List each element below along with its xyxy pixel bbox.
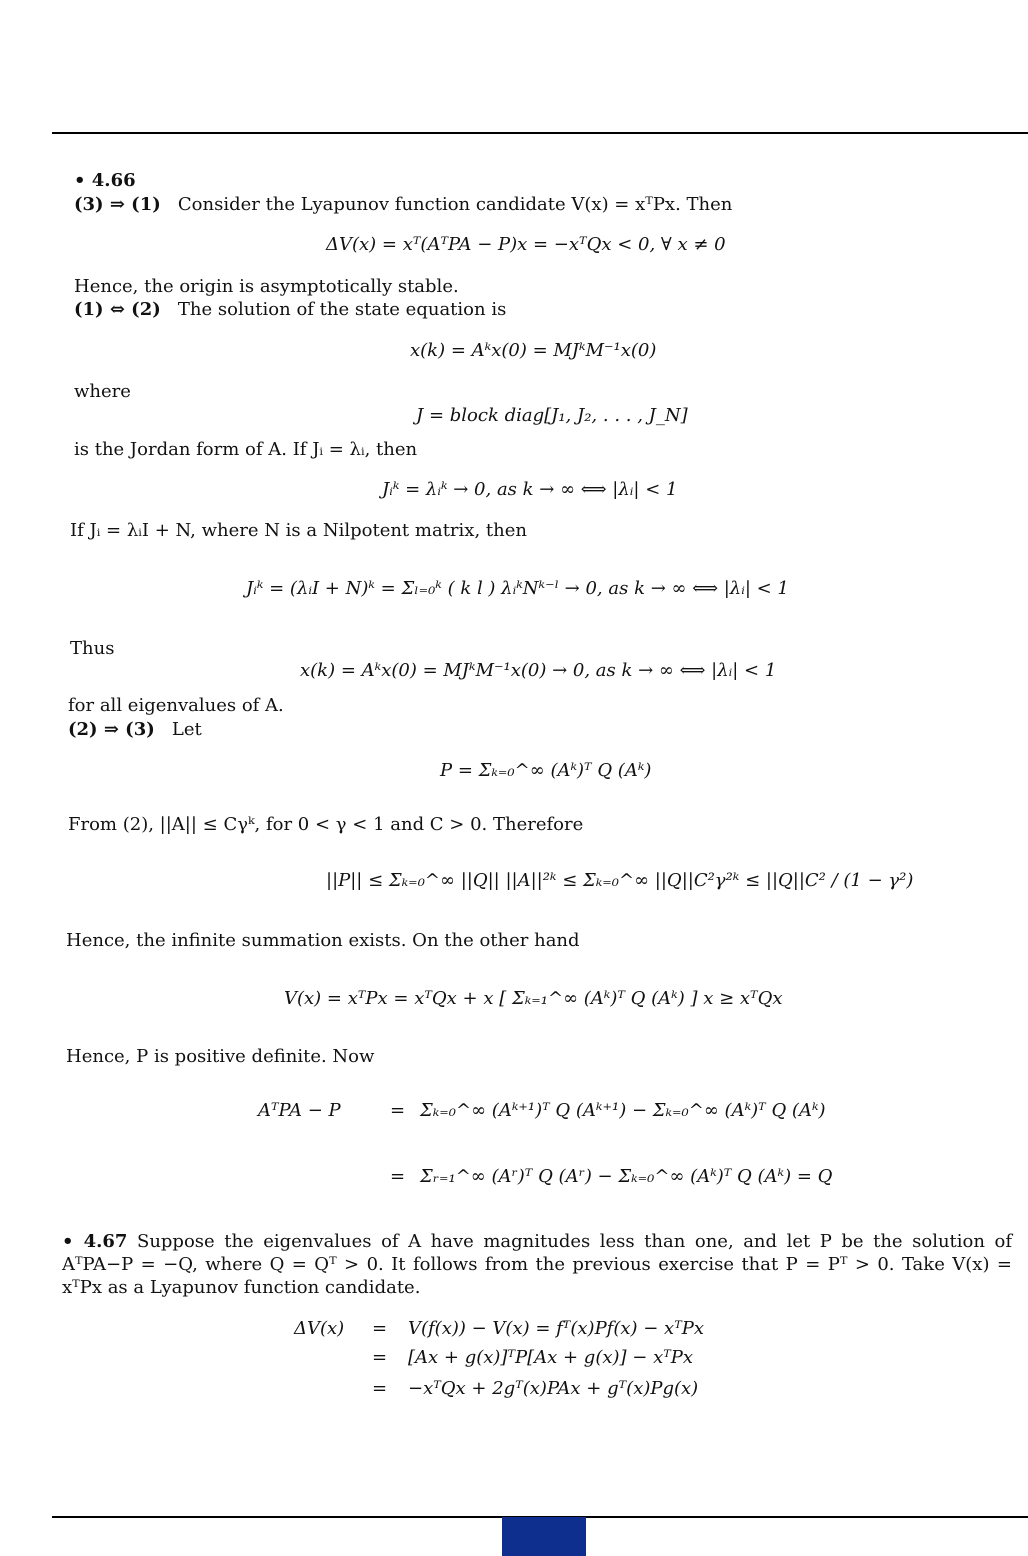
label-3-implies-1: (3) ⇒ (1) (74, 194, 161, 215)
paragraph-all-eigenvalues: for all eigenvalues of A. (68, 695, 284, 716)
paragraph-thus: Thus (70, 638, 115, 659)
exercise-heading-4-66: • 4.66 (74, 170, 136, 191)
paragraph-jordan-form: is the Jordan form of A. If Jᵢ = λᵢ, then (74, 439, 418, 460)
equation-lyap-rhs-1: Σₖ₌₀^∞ (Aᵏ⁺¹)ᵀ Q (Aᵏ⁺¹) − Σₖ₌₀^∞ (Aᵏ)ᵀ Q (Aᵏ) (420, 1100, 826, 1121)
paragraph-3-implies-1 (74, 194, 732, 216)
equation-delta-v-row-1: V(f(x)) − V(x) = fᵀ(x)Pf(x) − xᵀPx (408, 1318, 705, 1339)
paragraph-2-implies-3 (68, 719, 202, 741)
equation-lyap-lhs: AᵀPA − P (258, 1100, 341, 1121)
text-2-implies-3: Let (171, 719, 202, 740)
paragraph-4-67 (62, 1230, 1012, 1299)
paragraph-nilpotent: If Jᵢ = λᵢI + N, where N is a Nilpotent matrix, then (70, 520, 527, 541)
equation-jordan-nilpotent: Jᵢᵏ = (λᵢI + N)ᵏ = Σₗ₌₀ᵏ ( k l ) λᵢᵏNᵏ⁻ˡ → 0, as k → ∞ ⟺ |λᵢ| < 1 (246, 578, 789, 599)
equation-delta-v-row-3: −xᵀQx + 2gᵀ(x)PAx + gᵀ(x)Pg(x) (408, 1378, 699, 1399)
equation-delta-v-eq-sign-1: = (372, 1318, 388, 1339)
equation-p-definition: P = Σₖ₌₀^∞ (Aᵏ)ᵀ Q (Aᵏ) (440, 760, 652, 781)
label-1-iff-2: (1) ⇔ (2) (74, 299, 161, 320)
text-3-implies-1: Consider the Lyapunov function candidate V(x) = xᵀPx. Then (177, 194, 733, 215)
paragraph-1-iff-2 (74, 299, 506, 321)
text-4-67: Suppose the eigenvalues of A have magnitudes less than one, and let P be the solution of AᵀPA−P = −Q, where Q = Qᵀ > 0. It follows from the previous exercise that P = Pᵀ > 0. Take V(x) = xᵀPx as a Lyapunov function candidate. (62, 1231, 1012, 1298)
label-2-implies-3: (2) ⇒ (3) (68, 719, 155, 740)
equation-delta-v-lhs: ΔV(x) (294, 1318, 345, 1339)
equation-delta-v-eq-sign-3: = (372, 1378, 388, 1399)
equation-block-diag: J = block diag[J₁, J₂, . . . , J_N] (416, 405, 688, 426)
text-1-iff-2: The solution of the state equation is (177, 299, 507, 320)
paragraph-norm-bound: From (2), ||A|| ≤ Cγᵏ, for 0 < γ < 1 and C > 0. Therefore (68, 814, 584, 835)
equation-state-solution: x(k) = Aᵏx(0) = MJᵏM⁻¹x(0) (410, 340, 657, 361)
equation-delta-v-eq-sign-2: = (372, 1347, 388, 1368)
paragraph-asymptotically-stable: Hence, the origin is asymptotically stable. (74, 276, 459, 297)
equation-v-positive: V(x) = xᵀPx = xᵀQx + x [ Σₖ₌₁^∞ (Aᵏ)ᵀ Q (Aᵏ) ] x ≥ xᵀQx (284, 988, 783, 1009)
equation-lyap-rhs-2: Σᵣ₌₁^∞ (Aʳ)ᵀ Q (Aʳ) − Σₖ₌₀^∞ (Aᵏ)ᵀ Q (Aᵏ) = Q (420, 1166, 833, 1187)
paragraph-positive-definite: Hence, P is positive definite. Now (66, 1046, 375, 1067)
paragraph-where: where (74, 381, 131, 402)
equation-jordan-scalar: Jᵢᵏ = λᵢᵏ → 0, as k → ∞ ⟺ |λᵢ| < 1 (382, 479, 678, 500)
equation-delta-v: ΔV(x) = xᵀ(AᵀPA − P)x = −xᵀQx < 0, ∀ x ≠ 0 (326, 234, 726, 255)
equation-norm-p: ||P|| ≤ Σₖ₌₀^∞ ||Q|| ||A||²ᵏ ≤ Σₖ₌₀^∞ ||Q||C²γ²ᵏ ≤ ||Q||C² / (1 − γ²) (326, 870, 914, 891)
footer-page-marker (502, 1517, 586, 1556)
equation-state-converges: x(k) = Aᵏx(0) = MJᵏM⁻¹x(0) → 0, as k → ∞ ⟺ |λᵢ| < 1 (300, 660, 777, 681)
paragraph-summation-exists: Hence, the infinite summation exists. On the other hand (66, 930, 580, 951)
exercise-heading-4-67: • 4.67 (62, 1231, 128, 1252)
equation-lyap-eq-sign-2: = (390, 1166, 406, 1187)
equation-delta-v-row-2: [Ax + g(x)]ᵀP[Ax + g(x)] − xᵀPx (408, 1347, 694, 1368)
header-rule (52, 132, 1028, 134)
equation-lyap-eq-sign-1: = (390, 1100, 406, 1121)
